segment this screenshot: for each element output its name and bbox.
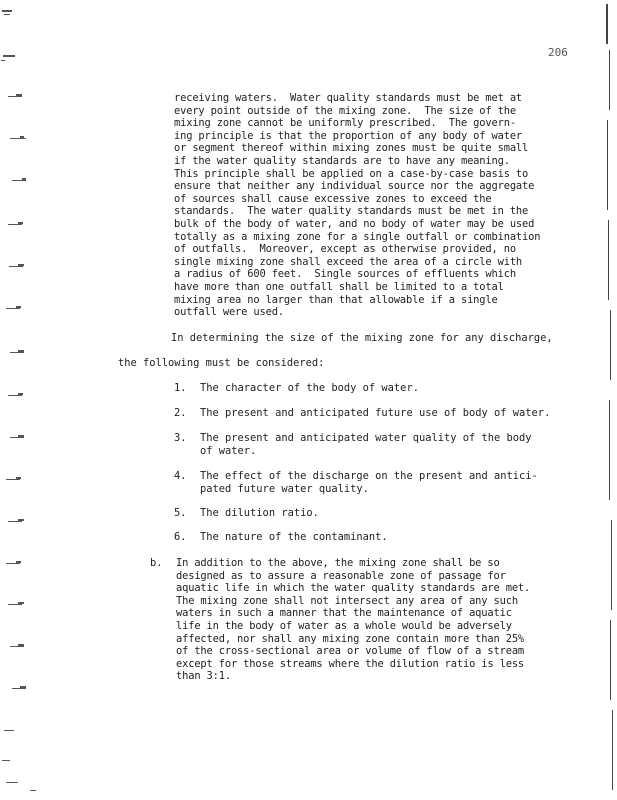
list-item-text: The effect of the discharge on the present and antici- (200, 470, 538, 482)
paragraph-b-line: The mixing zone shall not intersect any area of any such (176, 594, 518, 607)
paragraph-line: have more than one outfall shall be limited to a total (174, 280, 504, 293)
list-item-text: The present and anticipated future use of body of water. (200, 407, 551, 419)
paragraph-line: ing principle is that the proportion of any body of water (174, 129, 523, 142)
paragraph-b-line: of the cross-sectional area or volume of flow of a stream (176, 645, 525, 658)
paragraph-line: bulk of the body of water, and no body of water may be used (174, 217, 535, 230)
paragraph-line: mixing area no larger than that allowable if a single (174, 293, 498, 306)
paragraph-line: totally as a mixing zone for a single outfall or combination (174, 230, 541, 243)
paragraph-b-line: than 3:1. (176, 670, 231, 683)
list-item-text: The present and anticipated water quality of the body (200, 432, 532, 444)
continuation-paragraph (174, 92, 554, 319)
list-item-text: The nature of the contaminant. (200, 531, 388, 543)
paragraph-b-line: life in the body of water as a whole would be adversely (176, 619, 512, 632)
list-item-text: of water. (200, 444, 257, 457)
paragraph-line: or segment thereof within mixing zones must be quite small (174, 142, 529, 155)
list-item-number: 2. (174, 407, 187, 419)
paragraph-line: ensure that neither any individual source nor the aggregate (174, 180, 535, 193)
paragraph-line: a radius of 600 feet. Single sources of effluents which (174, 268, 516, 281)
list-item-text: The dilution ratio. (200, 507, 319, 519)
paragraph-b-line: affected, nor shall any mixing zone contain more than 25% (176, 632, 525, 645)
list-item-number: 5. (174, 507, 187, 519)
right-scan-edge (600, 0, 617, 800)
intro-line-1: In determining the size of the mixing zone for any discharge, (171, 332, 553, 344)
paragraph-line: mixing zone cannot be uniformly prescribed. The govern- (174, 117, 516, 130)
paragraph-line: This principle shall be applied on a case-by-case basis to (174, 167, 529, 180)
paragraph-b-label: b. (150, 557, 163, 569)
paragraph-b-line: waters in such a manner that the maintenance of aquatic (176, 607, 512, 620)
list-item-number: 4. (174, 470, 187, 482)
paragraph-line: if the water quality standards are to have any meaning. (174, 154, 510, 167)
intro-line-2: the following must be considered: (118, 357, 325, 369)
paragraph-b-line: designed as to assure a reasonable zone of passage for (176, 569, 506, 582)
list-item-text: The character of the body of water. (200, 382, 419, 394)
list-item-text: pated future water quality. (200, 482, 369, 495)
list-item-number: 1. (174, 382, 187, 394)
left-scan-edge (0, 0, 40, 800)
list-item-number: 6. (174, 531, 187, 543)
paragraph-b-line: aquatic life in which the water quality standards are met. (176, 582, 531, 595)
paragraph-b-line: In addition to the above, the mixing zone shall be so (176, 557, 500, 569)
paragraph-line: receiving waters. Water quality standards must be met at (174, 92, 523, 104)
paragraph-b-line: except for those streams where the dilution ratio is less (176, 657, 525, 670)
paragraph-line: of outfalls. Moreover, except as otherwise provided, no (174, 243, 516, 256)
paragraph-line: outfall were used. (174, 306, 284, 319)
paragraph-line: of sources shall cause excessive zones to exceed the (174, 192, 492, 205)
page-number: 206 (548, 46, 568, 59)
list-item-number: 3. (174, 432, 187, 444)
paragraph-line: standards. The water quality standards must be met in the (174, 205, 529, 218)
paragraph-line: single mixing zone shall exceed the area of a circle with (174, 255, 523, 268)
paragraph-line: every point outside of the mixing zone. The size of the (174, 104, 516, 117)
